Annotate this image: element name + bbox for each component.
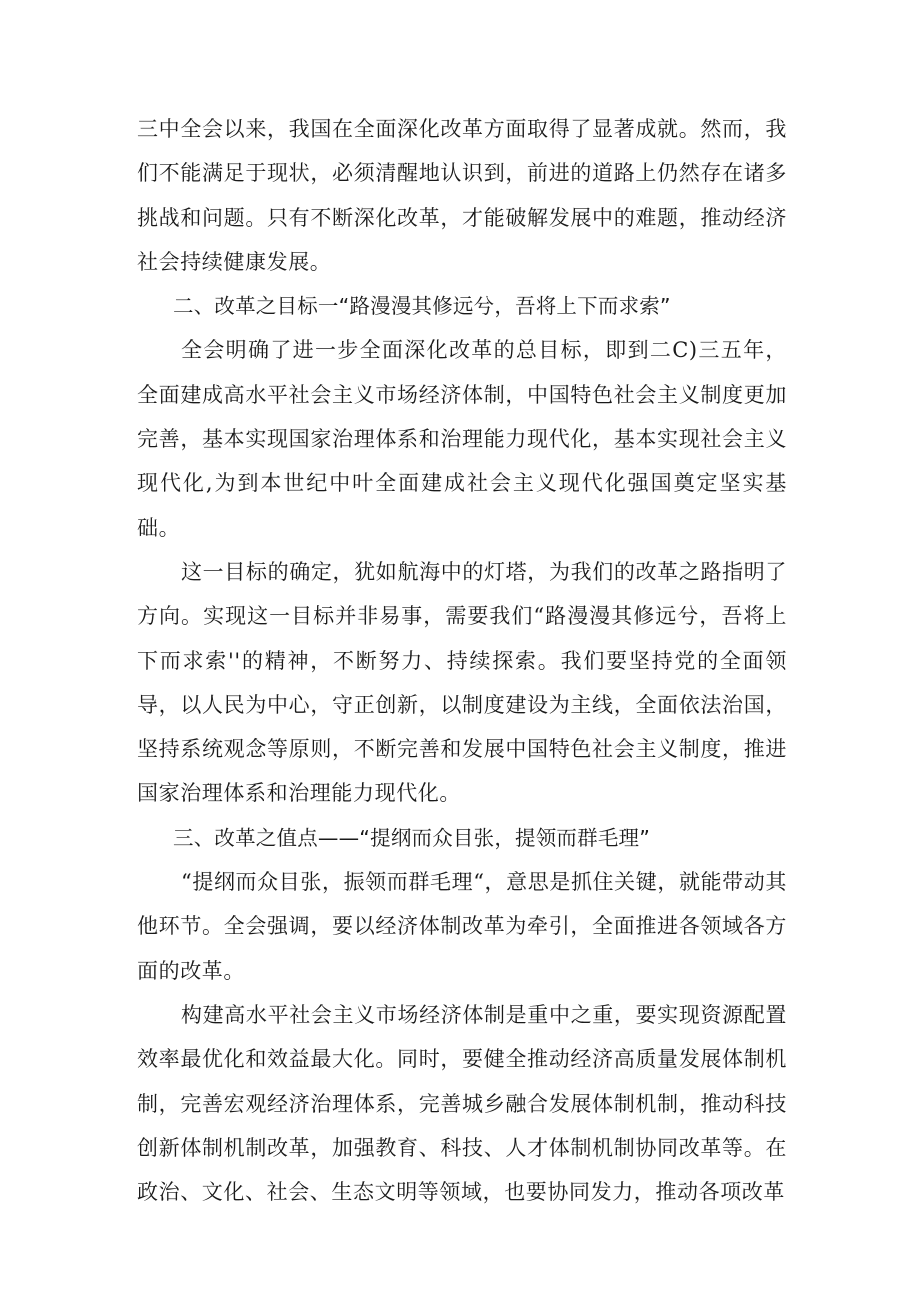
section-heading-reform-key-point: 三、改革之值点——“提纲而众目张，提领而群毛理” (173, 825, 651, 850)
paragraph-grasp-key-link: “提纲而众目张，振领而群毛理“，意思是抓住关键，就能带动其他环节。全会强调，要以经济体制改革为牵引，全面推进各领域各方面的改革。 (137, 870, 787, 983)
paragraph-market-economy: 构建高水平社会主义市场经济体制是重中之重，要实现资源配置效率最优化和效益最大化。同时，要健全推动经济高质量发展体制机制，完善宏观经济治理体系，完善城乡融合发展体制机制，推动科技创新体制机制改革，加强教育、科技、人才体制机制协同改革等。在政治、文化、社会、生态文明等领域，也要协同发力，推动各项改革 (137, 1002, 787, 1205)
paragraph-reform-achievements: 三中全会以来，我国在全面深化改革方面取得了显著成就。然而，我们不能满足于现状，必须清醒地认识到，前进的道路上仍然存在诸多挑战和问题。只有不断深化改革，才能破解发展中的难题，推动经济社会持续健康发展。 (137, 117, 787, 274)
paragraph-overall-goal: 全会明确了进一步全面深化改革的总目标，即到二C)三五年，全面建成高水平社会主义市场经济体制，中国特色社会主义制度更加完善，基本实现国家治理体系和治理能力现代化，基本实现社会主义现代化,为到本世纪中叶全面建成社会主义现代化强国奠定坚实基础。 (137, 338, 787, 540)
paragraph-goal-lighthouse: 这一目标的确定，犹如航海中的灯塔，为我们的改革之路指明了方向。实现这一目标并非易事，需要我们“路漫漫其修远兮，吾将上下而求索''的精神，不断努力、持续探索。我们要坚持党的全面领导，以人民为中心，守正创新，以制度建设为主线，全面依法治国，坚持系统观念等原则，不断完善和发展中国特色社会主义制度，推进国家治理体系和治理能力现代化。 (137, 559, 787, 806)
section-heading-reform-goal: 二、改革之目标一“路漫漫其修远兮，吾将上下而求索” (173, 294, 671, 319)
document-body (137, 107, 787, 1214)
